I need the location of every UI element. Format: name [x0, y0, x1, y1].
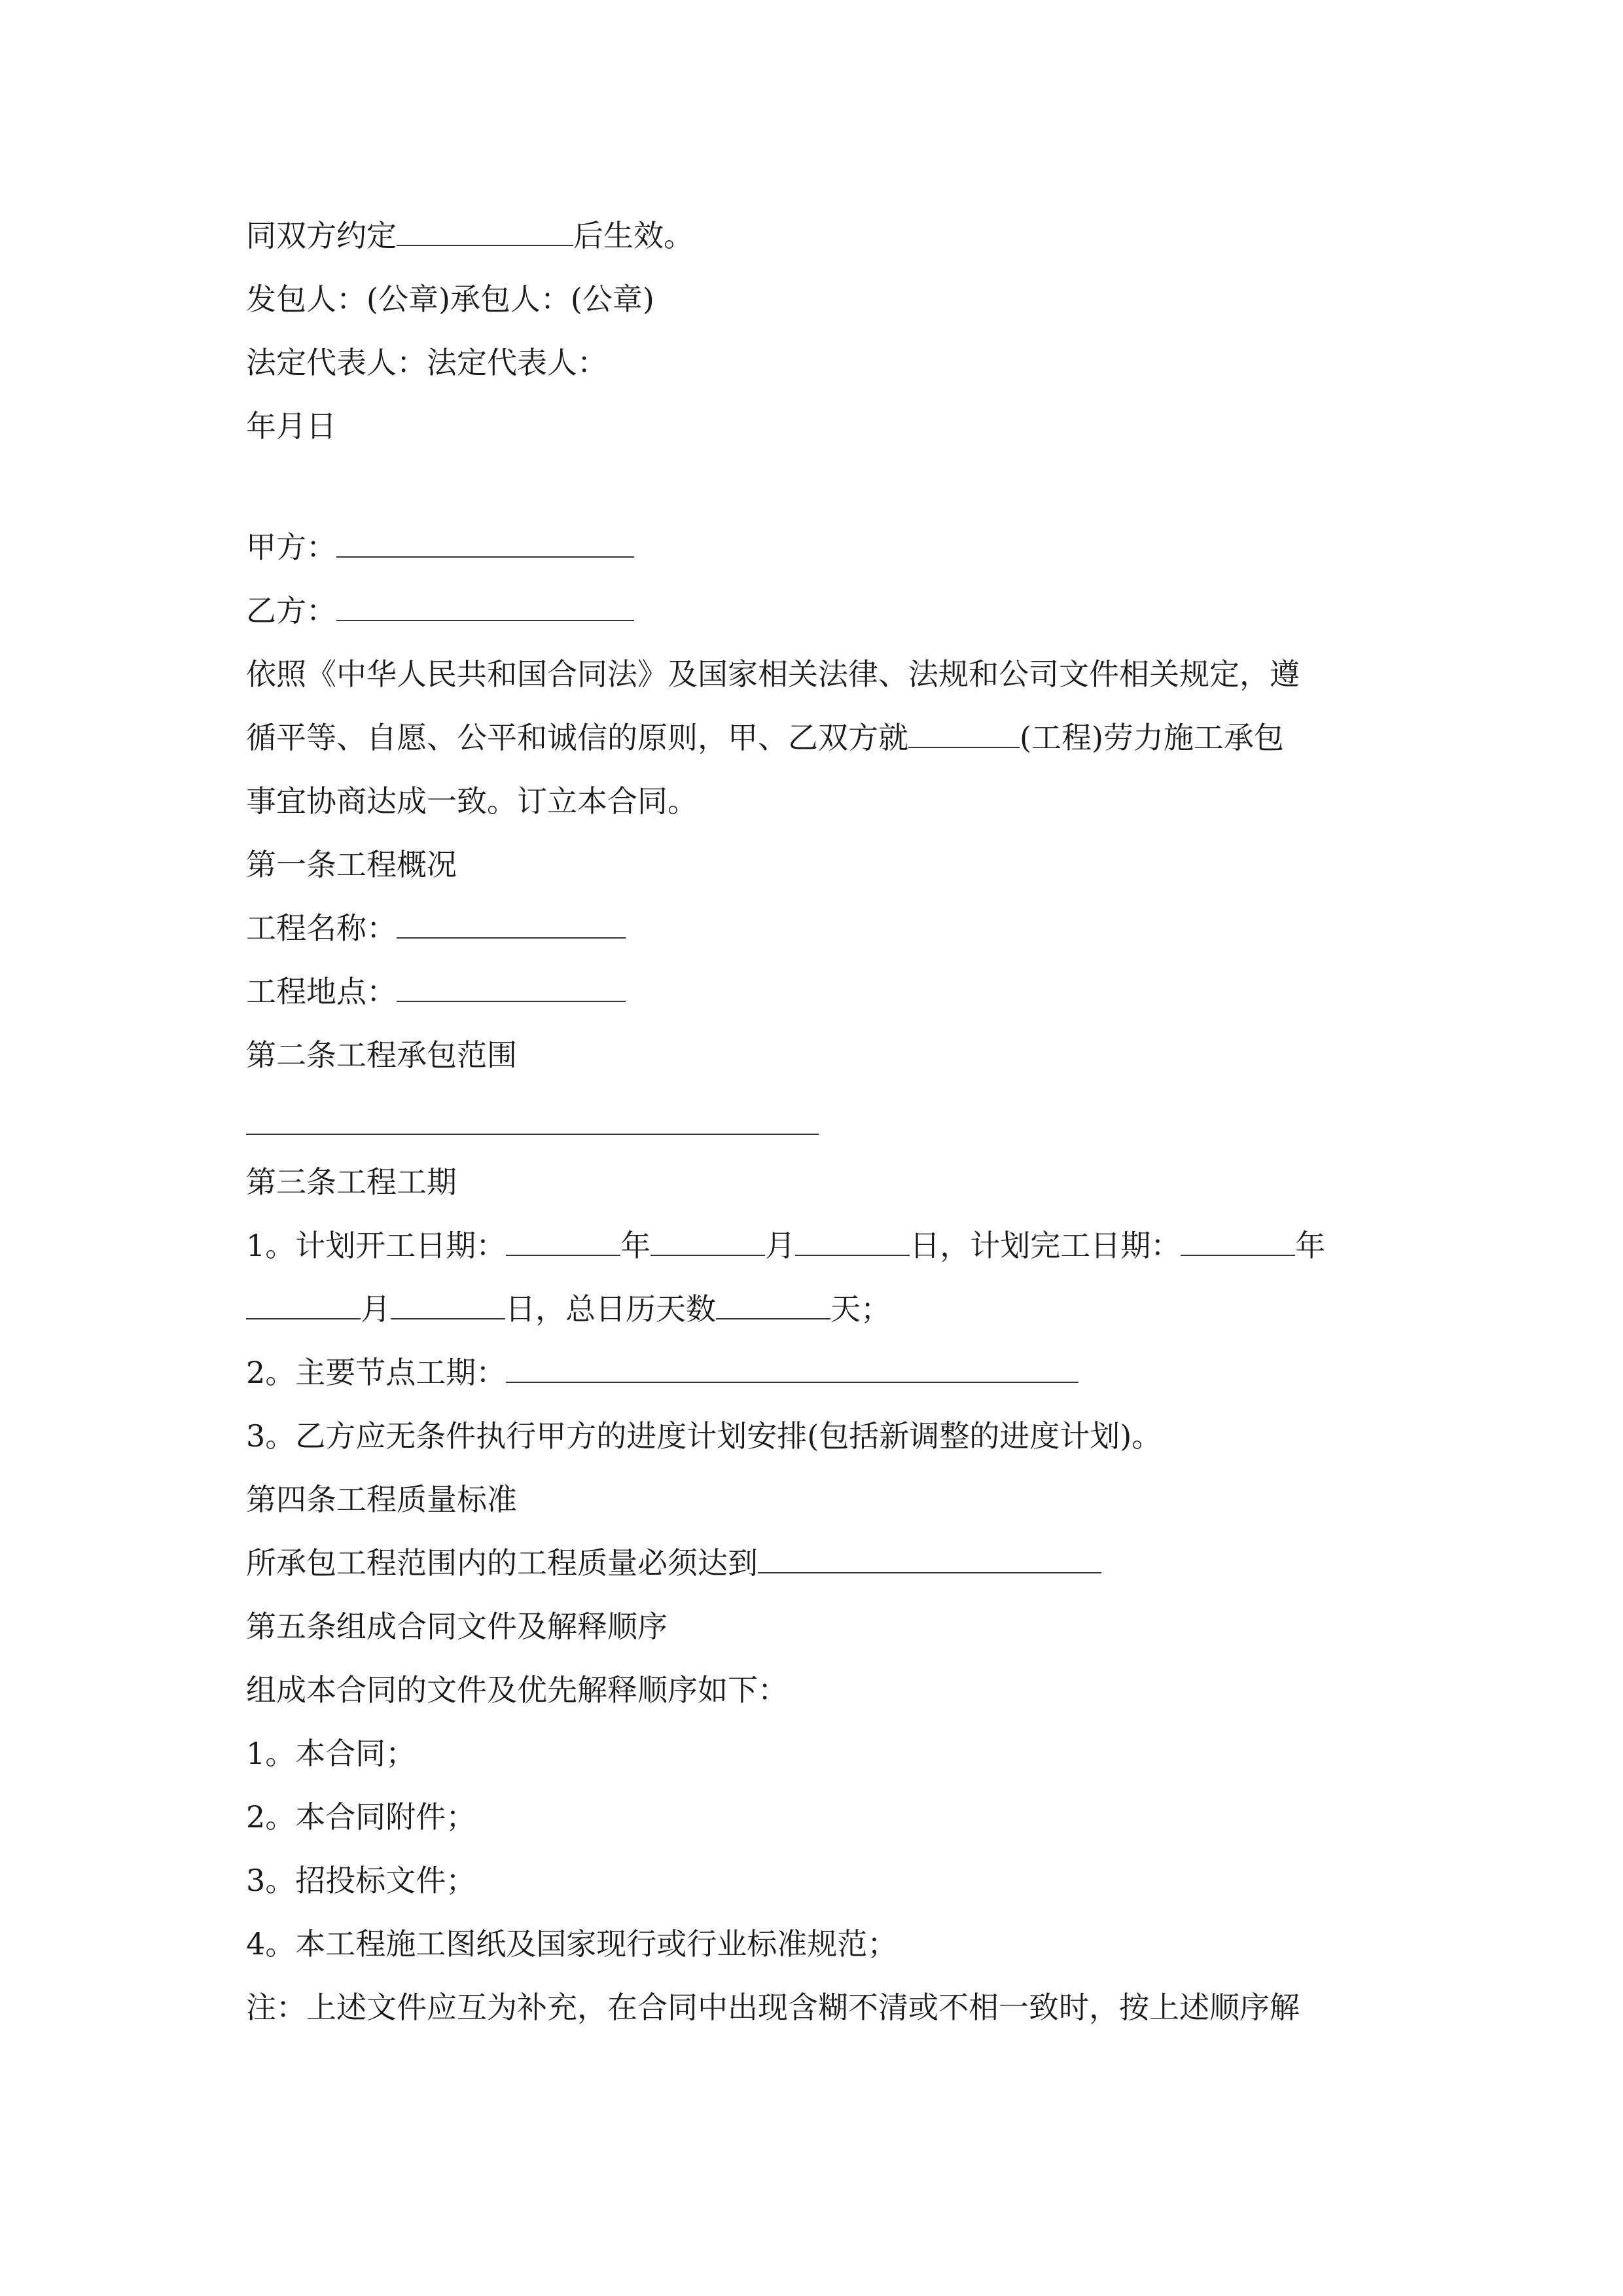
- project-name-blank: [908, 718, 1020, 748]
- preamble-line-2: 循平等、自愿、公平和诚信的原则，甲、乙双方就 (工程)劳力施工承包: [246, 718, 1284, 757]
- scope-blank-rule: [246, 1134, 819, 1135]
- party-a-blank: [336, 528, 634, 558]
- total-days-blank: [716, 1289, 830, 1319]
- blank-field: [397, 216, 573, 246]
- milestone-line: 2。主要节点工期：: [246, 1353, 1079, 1392]
- start-day-blank: [795, 1226, 910, 1256]
- party-a-line: 甲方：: [246, 528, 634, 567]
- preamble-line-3: 事宜协商达成一致。订立本合同。: [246, 783, 698, 819]
- preamble-line-1: 依照《中华人民共和国合同法》及国家相关法律、法规和公司文件相关规定，遵: [246, 656, 1300, 692]
- end-year-blank: [1181, 1226, 1295, 1256]
- article-4-heading: 第四条工程质量标准: [246, 1482, 517, 1517]
- legal-rep-line: 法定代表人：法定代表人：: [246, 345, 607, 380]
- schedule-line-2: 月 日，总日历天数 天；: [246, 1289, 891, 1329]
- end-day-blank: [391, 1289, 505, 1319]
- milestone-blank: [506, 1353, 1079, 1383]
- project-name-line: 工程名称：: [246, 908, 626, 948]
- quality-standard-blank: [758, 1543, 1101, 1573]
- document-item-2: 2。本合同附件；: [246, 1799, 476, 1835]
- document-item-3: 3。招投标文件；: [246, 1863, 476, 1898]
- project-name-field: [397, 908, 626, 939]
- note-line: 注：上述文件应互为补充，在合同中出现含糊不清或不相一致时，按上述顺序解: [246, 1990, 1300, 2025]
- documents-intro-line: 组成本合同的文件及优先解释顺序如下：: [246, 1672, 788, 1708]
- document-item-1: 1。本合同；: [246, 1736, 416, 1771]
- article-2-heading: 第二条工程承包范围: [246, 1037, 517, 1073]
- start-year-blank: [506, 1226, 620, 1256]
- start-month-blank: [651, 1226, 765, 1256]
- party-b-blank: [336, 591, 634, 621]
- article-3-heading: 第三条工程工期: [246, 1164, 457, 1200]
- document-item-4: 4。本工程施工图纸及国家现行或行业标准规范；: [246, 1926, 898, 1962]
- article-1-heading: 第一条工程概况: [246, 847, 457, 882]
- effective-clause-line: 同双方约定 后生效。: [246, 216, 694, 255]
- party-b-line: 乙方：: [246, 591, 634, 630]
- schedule-item-3: 3。乙方应无条件执行甲方的进度计划安排(包括新调整的进度计划)。: [246, 1418, 1162, 1454]
- project-location-field: [397, 972, 626, 1002]
- project-location-line: 工程地点：: [246, 972, 626, 1011]
- quality-standard-line: 所承包工程范围内的工程质量必须达到: [246, 1543, 1101, 1583]
- article-5-heading: 第五条组成合同文件及解释顺序: [246, 1609, 668, 1644]
- seal-line: 发包人：(公章)承包人：(公章): [246, 281, 654, 317]
- date-line: 年月日: [246, 408, 336, 444]
- schedule-line-1: 1。计划开工日期： 年 月 日，计划完工日期： 年: [246, 1226, 1325, 1265]
- end-month-blank: [246, 1289, 361, 1319]
